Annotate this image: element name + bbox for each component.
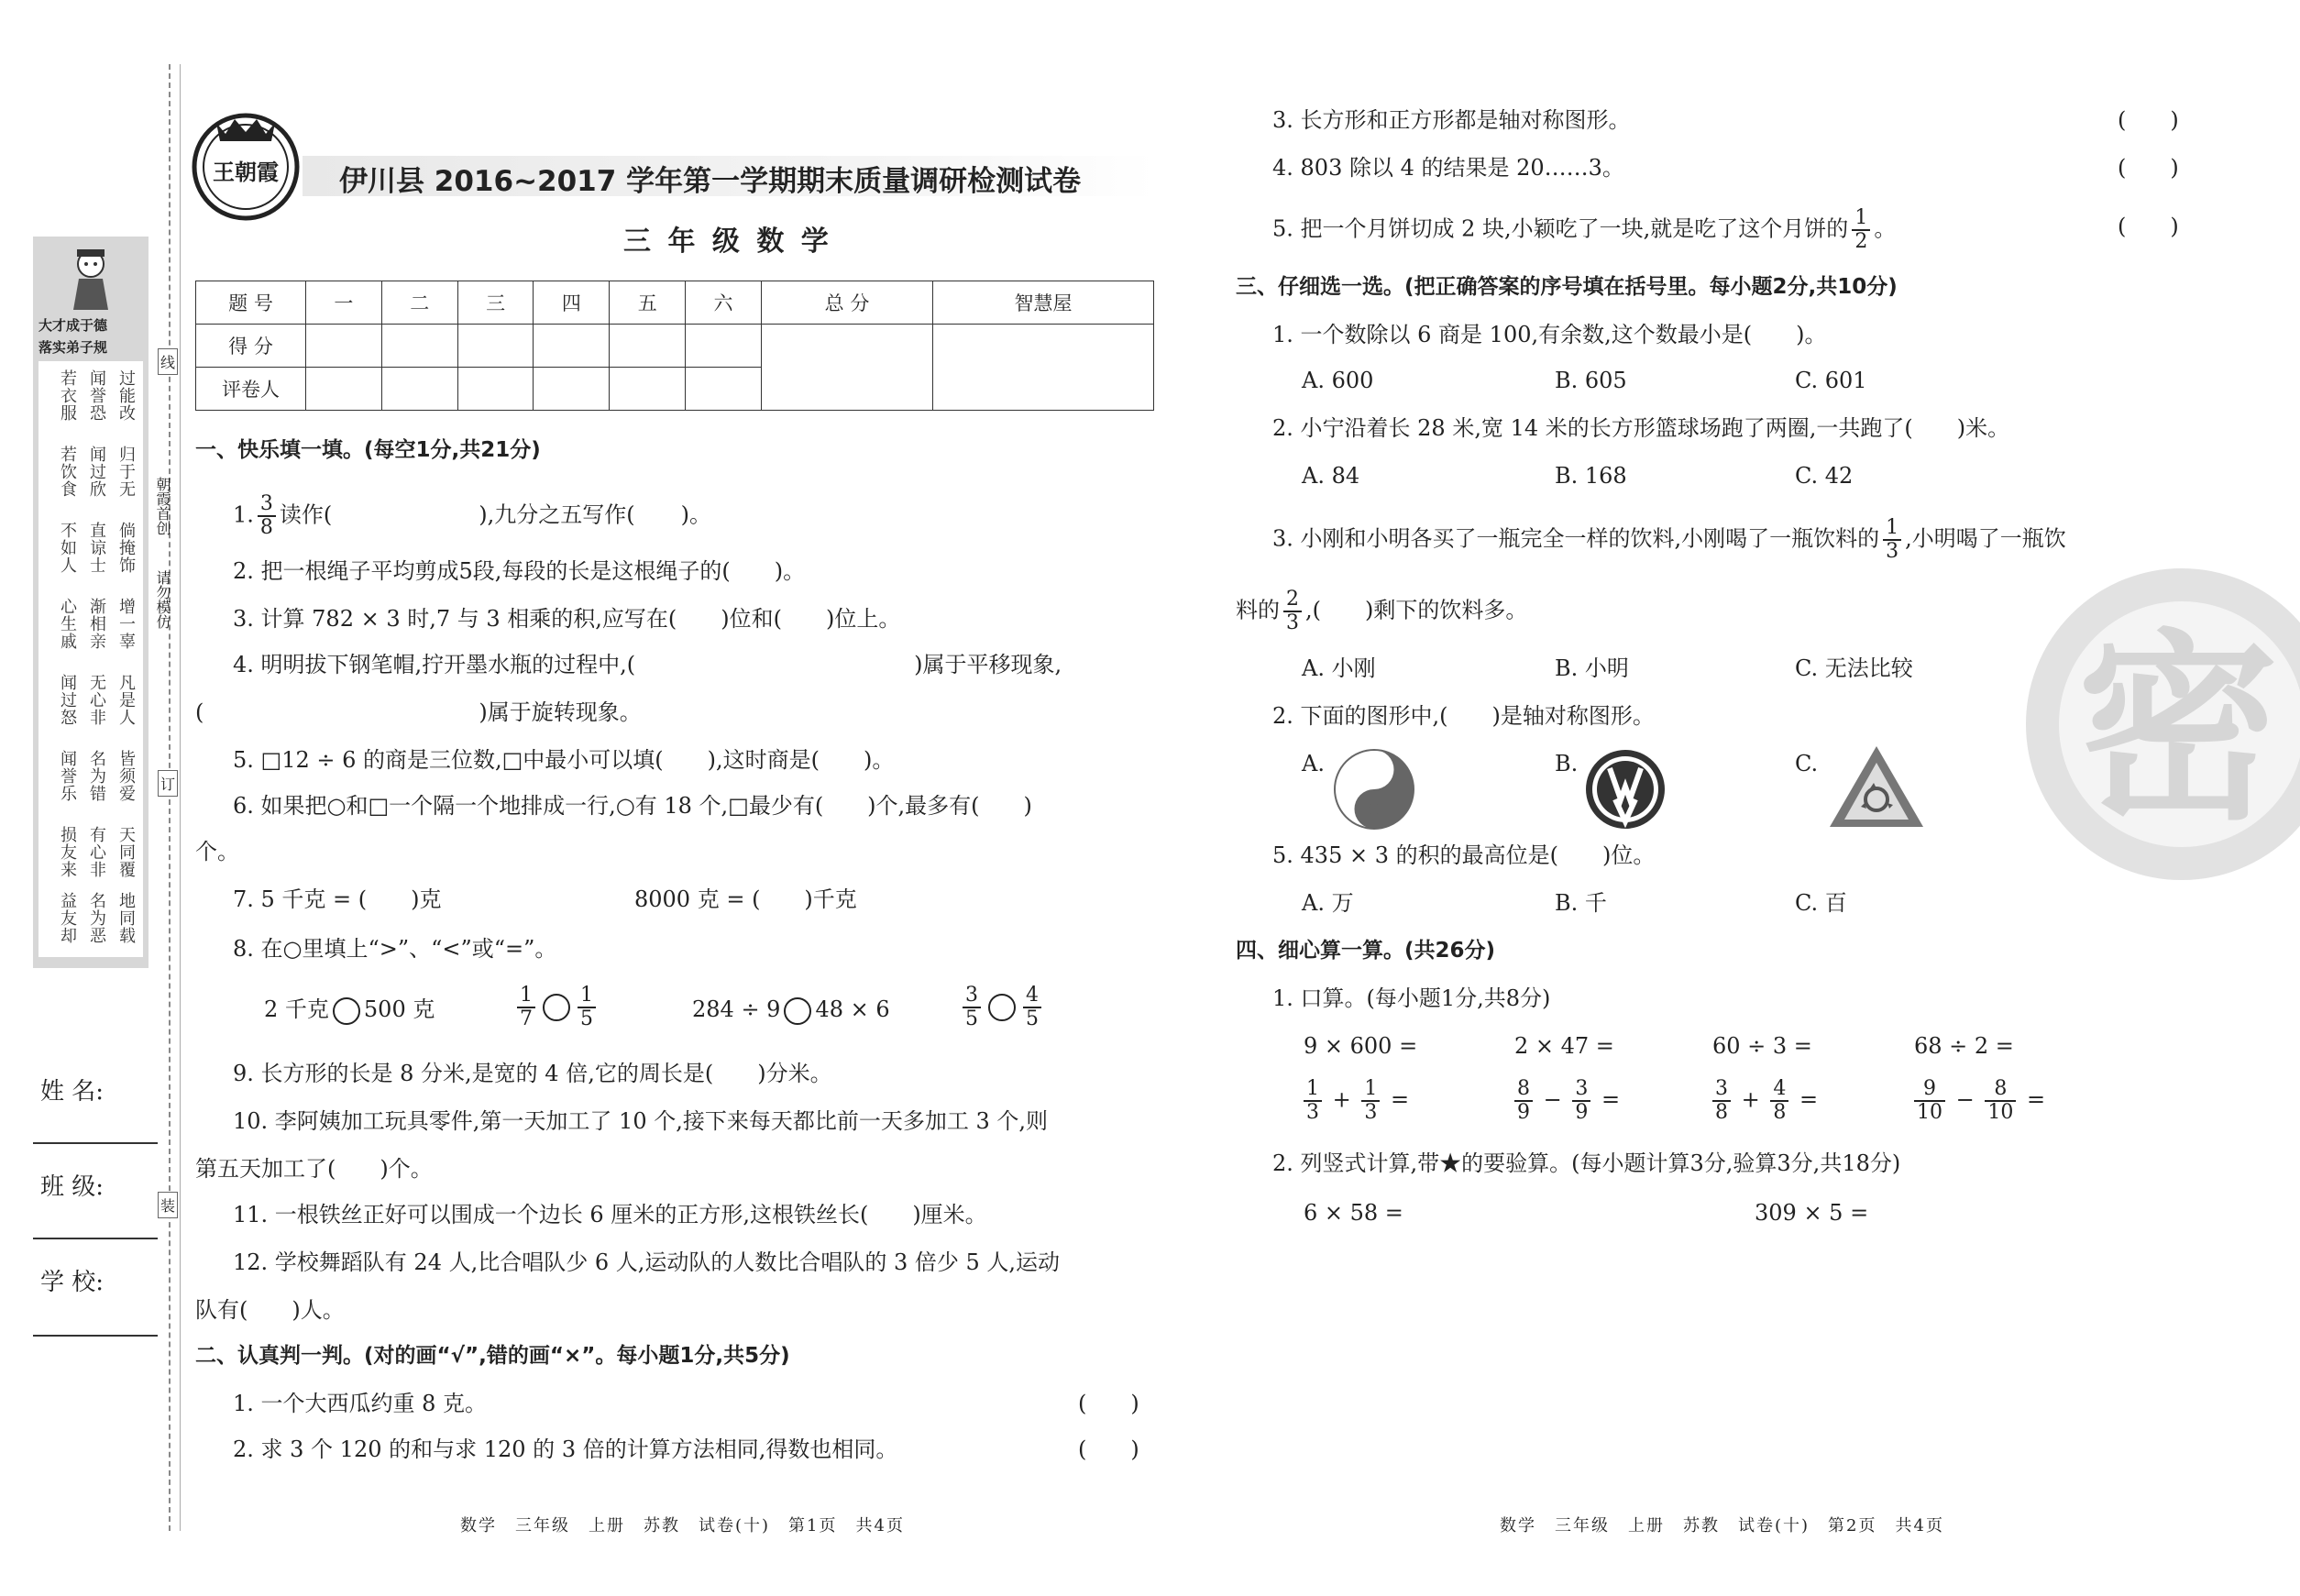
s1-question-1: 1. $\frac{3}{8}$ 读作( ),九分之五写作( )。 xyxy=(233,492,712,539)
motto-14: 无心非 xyxy=(87,674,106,726)
s1-question-5: 5. □12 ÷ 6 的商是三位数,□中最小可以填( ),这时商是( )。 xyxy=(233,747,895,773)
motto-24: 益友却 xyxy=(58,892,77,944)
s3-question-3-cont: 料的 $\frac{2}{3}$ ,( )剩下的饮料多。 xyxy=(1236,588,1528,634)
s1-question-7b: 8000 克 = ( )千克 xyxy=(634,886,857,912)
oral-calc-8: $\frac{9}{10}$ − $\frac{8}{10}$ = xyxy=(1910,1078,2045,1124)
grader-cell[interactable] xyxy=(381,368,457,411)
s1-question-3: 3. 计算 782 × 3 时,7 与 3 相乘的积,应写在( )位和( )位上。 xyxy=(233,606,901,632)
s1-question-11: 11. 一根铁丝正好可以围成一个边长 6 厘米的正方形,这根铁丝长( )厘米。 xyxy=(233,1202,987,1227)
brand-logo xyxy=(189,110,303,224)
yin-yang-icon xyxy=(1333,748,1415,831)
s4-question-1: 1. 口算。(每小题1分,共8分) xyxy=(1272,985,1551,1011)
s3-question-2: 2. 小宁沿着长 28 米,宽 14 米的长方形篮球场跑了两圈,一共跑了( )米。 xyxy=(1272,415,2010,441)
s2-question-1: 1. 一个大西瓜约重 8 克。 xyxy=(233,1391,488,1416)
motto-4: 归于无 xyxy=(116,446,136,498)
binding-mark-2: 订 xyxy=(158,770,178,797)
compare-circle[interactable] xyxy=(784,997,811,1025)
section-4-title: 四、细心算一算。(共26分) xyxy=(1236,939,1496,963)
binding-dashed-line xyxy=(169,64,171,1531)
score-header-3: 三 xyxy=(457,281,534,325)
name-label: 姓 名: xyxy=(40,1078,105,1106)
motto-10: 增一辜 xyxy=(116,598,136,650)
vertical-calc-2: 309 × 5 = xyxy=(1755,1200,1869,1226)
s1-question-2: 2. 把一根绳子平均剪成5段,每段的长是这根绳子的( )。 xyxy=(233,558,806,584)
s3-q1-option-b[interactable]: B. 605 xyxy=(1555,368,1627,393)
score-header-5: 五 xyxy=(610,281,686,325)
score-cell[interactable] xyxy=(457,325,534,368)
s3-question-4: 2. 下面的图形中,( )是轴对称图形。 xyxy=(1272,703,1655,729)
score-header-6: 六 xyxy=(686,281,762,325)
score-cell[interactable] xyxy=(306,325,382,368)
s3-q5-option-b[interactable]: B. 千 xyxy=(1555,890,1607,916)
score-header-2: 二 xyxy=(381,281,457,325)
motto-16: 皆须爱 xyxy=(116,750,136,802)
footer-right: 数学 三年级 上册 苏教 试卷(十) 第2页 共4页 xyxy=(1500,1516,1944,1535)
vertical-calc-1: 6 × 58 = xyxy=(1304,1200,1403,1226)
class-field[interactable] xyxy=(33,1238,158,1239)
slogan-1: 大才成于德 xyxy=(39,317,108,334)
s3-q1-option-c[interactable]: C. 601 xyxy=(1795,368,1867,393)
s1-q8-item-c: 284 ÷ 9 48 × 6 xyxy=(692,996,890,1025)
binding-mark-1: 线 xyxy=(158,348,178,375)
s3-q2-option-c[interactable]: C. 42 xyxy=(1795,463,1854,489)
motto-2: 闻誉恐 xyxy=(87,369,106,422)
oral-calc-3: 60 ÷ 3 = xyxy=(1712,1033,1812,1059)
section-3-title: 三、仔细选一选。(把正确答案的序号填在括号里。每小题2分,共10分) xyxy=(1236,275,1898,299)
s3-q3-option-a[interactable]: A. 小刚 xyxy=(1302,655,1376,681)
grader-cell[interactable] xyxy=(534,368,610,411)
school-field[interactable] xyxy=(33,1335,158,1337)
s3-q1-option-a[interactable]: A. 600 xyxy=(1302,368,1374,393)
oral-calc-1: 9 × 600 = xyxy=(1304,1033,1418,1059)
s2-answer-5[interactable]: ( ) xyxy=(2118,214,2179,239)
compare-circle[interactable] xyxy=(333,997,360,1025)
score-cell[interactable] xyxy=(381,325,457,368)
s1-question-7a: 7. 5 千克 = ( )克 xyxy=(233,886,442,912)
slogan-2: 落实弟子规 xyxy=(39,339,108,356)
s2-answer-4[interactable]: ( ) xyxy=(2118,155,2179,181)
oral-calc-6: $\frac{8}{9}$ − $\frac{3}{9}$ = xyxy=(1511,1078,1620,1124)
motto-8: 直谅士 xyxy=(87,522,106,574)
secret-watermark xyxy=(2026,568,2300,880)
motto-5: 闻过欣 xyxy=(87,446,106,498)
s3-question-5: 5. 435 × 3 的积的最高位是( )位。 xyxy=(1272,842,1656,868)
grader-cell[interactable] xyxy=(306,368,382,411)
motto-20: 有心非 xyxy=(87,826,106,878)
compare-circle[interactable] xyxy=(988,994,1016,1021)
binding-solid-line xyxy=(180,64,181,1531)
roundabout-sign-icon xyxy=(1826,743,1927,831)
s2-question-2: 2. 求 3 个 120 的和与求 120 的 3 倍的计算方法相同,得数也相同。 xyxy=(233,1436,898,1462)
grader-cell[interactable] xyxy=(686,368,762,411)
score-header-1: 一 xyxy=(306,281,382,325)
volkswagen-logo-icon xyxy=(1584,748,1667,831)
score-header-4: 四 xyxy=(534,281,610,325)
s4-question-2: 2. 列竖式计算,带★的要验算。(每小题计算3分,验算3分,共18分) xyxy=(1272,1150,1901,1176)
s1-question-8: 8. 在○里填上“>”、“<”或“=”。 xyxy=(233,936,557,962)
s3-q3-option-c[interactable]: C. 无法比较 xyxy=(1795,655,1913,681)
s1-question-12: 12. 学校舞蹈队有 24 人,比合唱队少 6 人,运动队的人数比合唱队的 3 倍少 5 人,运动 xyxy=(233,1249,1061,1275)
score-row-label: 得 分 xyxy=(196,325,306,368)
s2-answer-2[interactable]: ( ) xyxy=(1078,1436,1139,1462)
score-header-total: 总 分 xyxy=(761,281,932,325)
grader-row-label: 评卷人 xyxy=(196,368,306,411)
s1-q8-item-a: 2 千克 500 克 xyxy=(264,996,435,1025)
subject-title: 三 年 级 数 学 xyxy=(623,226,832,258)
motto-6: 若饮食 xyxy=(58,446,77,498)
motto-18: 闻誉乐 xyxy=(58,750,77,802)
score-cell[interactable] xyxy=(610,325,686,368)
s1-question-6: 6. 如果把○和□一个隔一个地排成一行,○有 18 个,□最少有( )个,最多有( ) xyxy=(233,793,1032,819)
brand-logo-text: 王朝霞 xyxy=(213,159,279,185)
watermark-glyph: 密 xyxy=(2077,612,2280,847)
s1-q8-item-d: $\frac{3}{5}$ $\frac{4}{5}$ xyxy=(959,985,1045,1030)
s3-question-3: 3. 小刚和小明各买了一瓶完全一样的饮料,小刚喝了一瓶饮料的 $\frac{1}{3}$ ,小明喝了一瓶饮 xyxy=(1272,516,2066,563)
motto-13: 凡是人 xyxy=(116,674,136,726)
section-1-title: 一、快乐填一填。(每空1分,共21分) xyxy=(195,438,541,462)
s1-question-12-cont: 队有( )人。 xyxy=(195,1297,345,1323)
oral-calc-5: $\frac{1}{3}$ + $\frac{1}{3}$ = xyxy=(1300,1078,1409,1124)
s2-question-5: 5. 把一个月饼切成 2 块,小颖吃了一块,就是吃了这个月饼的 $\frac{1}{2}$ 。 xyxy=(1272,206,1897,253)
s3-q4-option-c[interactable]: C. xyxy=(1795,751,1819,776)
exam-title: 伊川县 2016~2017 学年第一学期期末质量调研检测试卷 xyxy=(339,165,1082,198)
motto-7: 倘掩饰 xyxy=(116,522,136,574)
compare-circle[interactable] xyxy=(543,994,570,1021)
s3-q5-option-a[interactable]: A. 万 xyxy=(1302,890,1354,916)
oral-calc-7: $\frac{3}{8}$ + $\frac{4}{8}$ = xyxy=(1709,1078,1818,1124)
s1-question-10: 10. 李阿姨加工玩具零件,第一天加工了 10 个,接下来每天都比前一天多加工 3 个,则 xyxy=(233,1108,1049,1134)
motto-9: 不如人 xyxy=(58,522,77,574)
s1-question-4: 4. 明明拔下钢笔帽,拧开墨水瓶的过程中,( )属于平移现象, xyxy=(233,652,1062,677)
motto-3: 若衣服 xyxy=(58,369,77,422)
motto-12: 心生戚 xyxy=(58,598,77,650)
class-label: 班 级: xyxy=(40,1173,105,1201)
s3-q3-option-b[interactable]: B. 小明 xyxy=(1555,655,1629,681)
s3-q4-option-a[interactable]: A. xyxy=(1302,751,1325,776)
score-cell[interactable] xyxy=(534,325,610,368)
oral-calc-4: 68 ÷ 2 = xyxy=(1914,1033,2014,1059)
fraction-1-2: $\frac{1}{2}$ xyxy=(1852,207,1870,253)
fraction-3-8: $\frac{3}{8}$ xyxy=(258,493,276,539)
grader-cell[interactable] xyxy=(610,368,686,411)
s1-question-4-cont: ( )属于旋转现象。 xyxy=(195,699,642,725)
sidebar-motto-box xyxy=(33,237,149,968)
grader-cell[interactable] xyxy=(457,368,534,411)
motto-21: 损友来 xyxy=(58,826,77,878)
scholar-icon xyxy=(64,246,117,310)
motto-11: 渐相亲 xyxy=(87,598,106,650)
school-label: 学 校: xyxy=(40,1269,105,1296)
motto-19: 天同覆 xyxy=(116,826,136,878)
s2-answer-3[interactable]: ( ) xyxy=(2118,107,2179,133)
score-header-bonus: 智慧屋 xyxy=(933,281,1154,325)
motto-15: 闻过怒 xyxy=(58,674,77,726)
s3-q2-option-b[interactable]: B. 168 xyxy=(1555,463,1627,489)
binding-mark-3: 装 xyxy=(158,1192,178,1218)
motto-23: 名为恶 xyxy=(87,892,106,944)
oral-calc-2: 2 × 47 = xyxy=(1514,1033,1614,1059)
s3-q5-option-c[interactable]: C. 百 xyxy=(1795,890,1847,916)
s3-q4-option-b[interactable]: B. xyxy=(1555,751,1579,776)
s2-question-4: 4. 803 除以 4 的结果是 20……3。 xyxy=(1272,155,1624,181)
s1-q8-item-b: $\frac{1}{7}$ $\frac{1}{5}$ xyxy=(513,985,600,1030)
motto-1: 过能改 xyxy=(116,369,136,422)
score-cell[interactable] xyxy=(686,325,762,368)
motto-22: 地同载 xyxy=(116,892,136,944)
s1-question-6-cont: 个。 xyxy=(195,839,239,864)
section-2-title: 二、认真判一判。(对的画“√”,错的画“×”。每小题1分,共5分) xyxy=(195,1344,790,1368)
total-cell[interactable] xyxy=(761,325,932,411)
s3-question-1: 1. 一个数除以 6 商是 100,有余数,这个数最小是( )。 xyxy=(1272,322,1827,347)
score-table xyxy=(195,281,1154,411)
motto-17: 名为错 xyxy=(87,750,106,802)
vertical-note-1: 朝霞首创 xyxy=(154,477,171,535)
name-field[interactable] xyxy=(33,1142,158,1144)
bonus-cell[interactable] xyxy=(933,325,1154,411)
s1-question-10-cont: 第五天加工了( )个。 xyxy=(195,1156,433,1182)
score-header-qnum: 题 号 xyxy=(196,281,306,325)
s2-answer-1[interactable]: ( ) xyxy=(1078,1391,1139,1416)
s1-question-9: 9. 长方形的长是 8 分米,是宽的 4 倍,它的周长是( )分米。 xyxy=(233,1061,832,1086)
footer-left: 数学 三年级 上册 苏教 试卷(十) 第1页 共4页 xyxy=(460,1516,905,1535)
s2-question-3: 3. 长方形和正方形都是轴对称图形。 xyxy=(1272,107,1631,133)
vertical-note-2: 请勿模仿 xyxy=(154,570,171,629)
s3-q2-option-a[interactable]: A. 84 xyxy=(1302,463,1360,489)
